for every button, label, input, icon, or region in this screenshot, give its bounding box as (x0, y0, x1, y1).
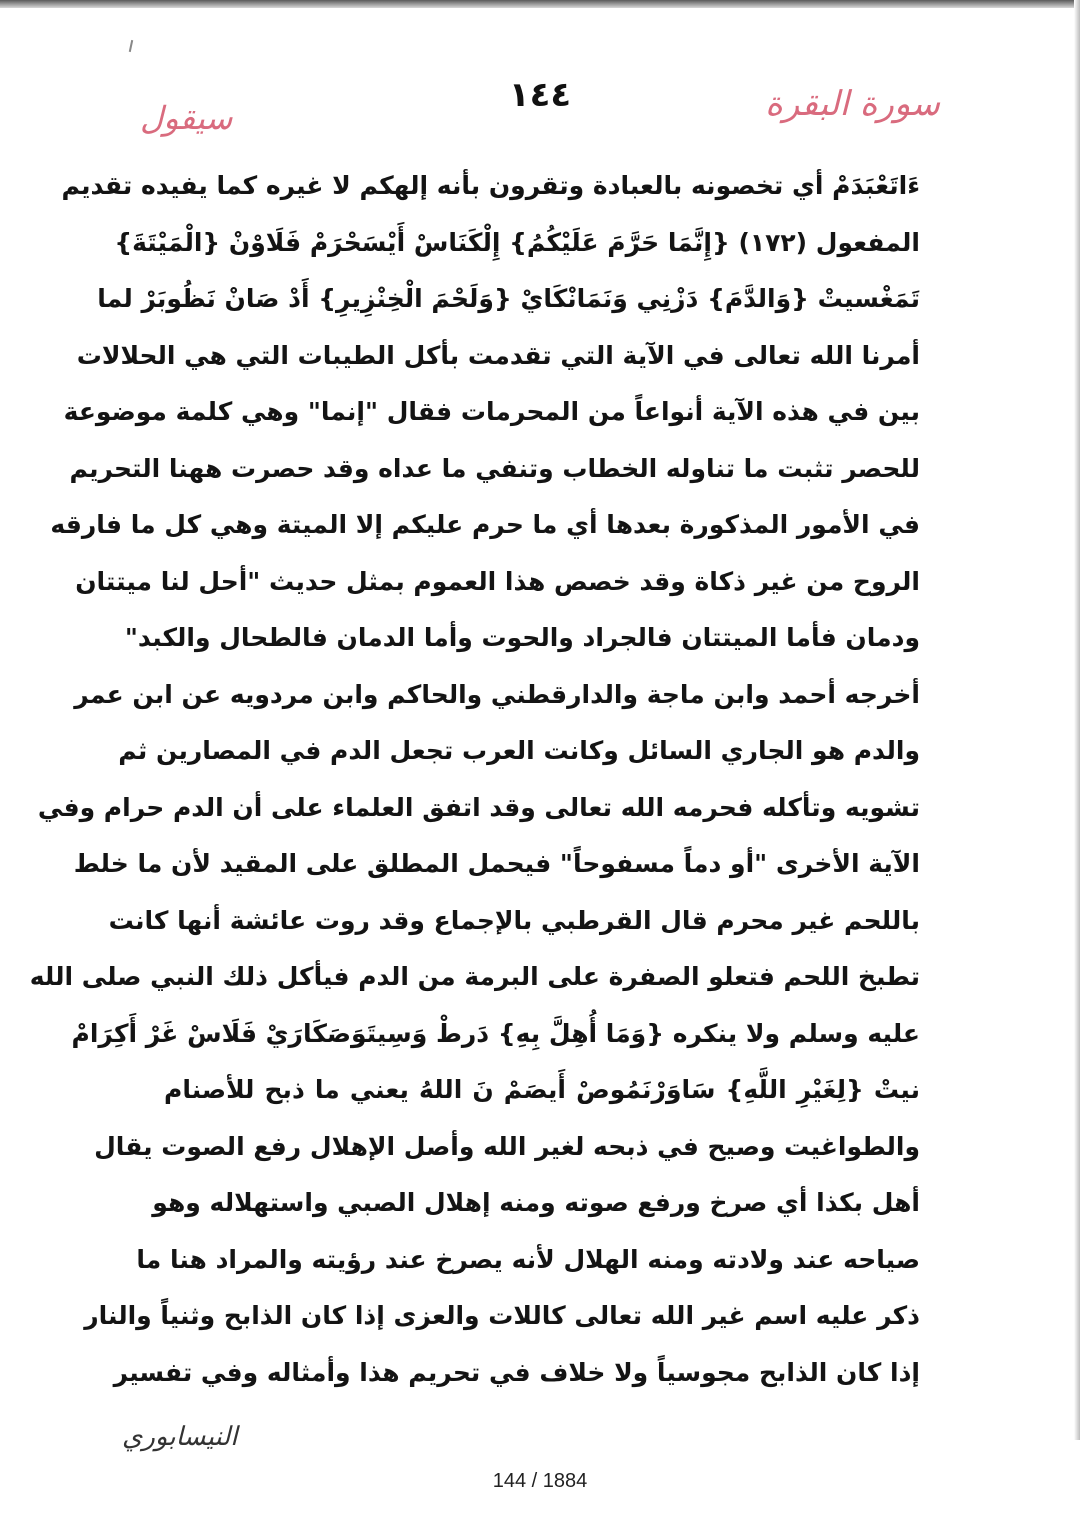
scan-top-edge (0, 0, 1080, 8)
author-signature: النيسابوري (122, 1422, 238, 1452)
text-line: ءَاتَعْبَدَمْ أي تخصونه بالعبادة وتقرون بأنه إلهكم لا غيره كما يفيده تقديم (61, 171, 920, 200)
text-line: بين في هذه الآية أنواعاً من المحرمات فقال "إنما" وهي كلمة موضوعة (63, 397, 920, 426)
text-line: والدم هو الجاري السائل وكانت العرب تجعل الدم في المصارين ثم (118, 736, 920, 765)
text-line: الروح من غير ذكاة وقد خصص هذا العموم بمثل حديث "أحل لنا ميتتان (75, 566, 920, 596)
page-counter: 144 / 1884 (492, 1470, 588, 1492)
tafsir-body (29, 158, 920, 1401)
text-line: أخرجه أحمد وابن ماجة والدارقطني والحاكم وابن مردويه عن ابن عمر (74, 679, 920, 709)
text-line: صياحه عند ولادته ومنه الهلال لأنه يصرخ عند رؤيته والمراد هنا ما (136, 1244, 920, 1274)
stray-ink-mark (129, 40, 133, 52)
text-line: باللحم غير محرم قال القرطبي بالإجماع وقد روت عائشة أنها كانت (108, 905, 920, 935)
text-line: المفعول (١٧٢) {إِنَّمَا حَرَّمَ عَلَيْكُمُ} إِلْكَنَاسْ أَيْسَحْرَمْ فَلَاوْنْ {الْمَيْتَةَ} (114, 227, 920, 257)
text-line: نيتْ {لِغَيْرِ اللَّهِ} سَاوَرْنَمُوصْ أَيصَمْ نَ اللهُ يعني ما ذبح للأصنام (164, 1075, 920, 1104)
text-line: أمرنا الله تعالى في الآية التي تقدمت بأكل الطيبات التي هي الحلالات (76, 340, 920, 370)
juz-name: سيقول (140, 99, 233, 137)
text-line: تَمَغْسيتْ {وَالدَّمَ} دَزْنِي وَنَمَانْكَايْ {وَلَحْمَ الْخِنْزِيرِ} أَدْ صَانْ نَظُوبَرْ لما (97, 284, 920, 313)
text-line: عليه وسلم ولا ينكره {وَمَا أُهِلَّ بِهِ} دَرطْ وَسِيتَوَصَكَارَيْ فَلَاسْ غَرْ أَكِرَامْ (71, 1018, 920, 1048)
text-line: والطواغيت وصيح في ذبحه لغير الله وأصل الإهلال رفع الصوت يقال (94, 1131, 920, 1161)
text-line: تطبخ اللحم فتعلو الصفرة على البرمة من الدم فيأكل ذلك النبي صلى الله (29, 962, 920, 991)
text-line: تشويه وتأكله فحرمه الله تعالى وقد اتفق العلماء على أن الدم حرام وفي (37, 792, 920, 822)
text-line: للحصر تثبت ما تناوله الخطاب وتنفي ما عداه وقد حصرت ههنا التحريم (69, 453, 920, 483)
text-line: إذا كان الذابح مجوسياً ولا خلاف في تحريم هذا وأمثاله وفي تفسير (113, 1357, 920, 1387)
text-line: ودمان فأما الميتتان فالجراد والحوت وأما الدمان فالطحال والكبد" (124, 623, 920, 652)
surah-name: سورة البقرة (765, 84, 940, 124)
text-line: الآية الأخرى "أو دماً مسفوحاً" فيحمل المطلق على المقيد لأن ما خلط (73, 849, 920, 878)
text-line: ذكر عليه اسم غير الله تعالى كاللات والعزى إذا كان الذابح وثنياً والنار (84, 1301, 920, 1330)
text-line: في الأمور المذكورة بعدها أي ما حرم عليكم إلا الميتة وهي كل ما فارقه (50, 510, 920, 539)
scan-right-edge (1074, 0, 1080, 1440)
text-line: أهل بكذا أي صرخ ورفع صوته ومنه إهلال الصبي واستهلاله وهو (152, 1188, 920, 1217)
page-number: ١٤٤ (508, 75, 572, 115)
